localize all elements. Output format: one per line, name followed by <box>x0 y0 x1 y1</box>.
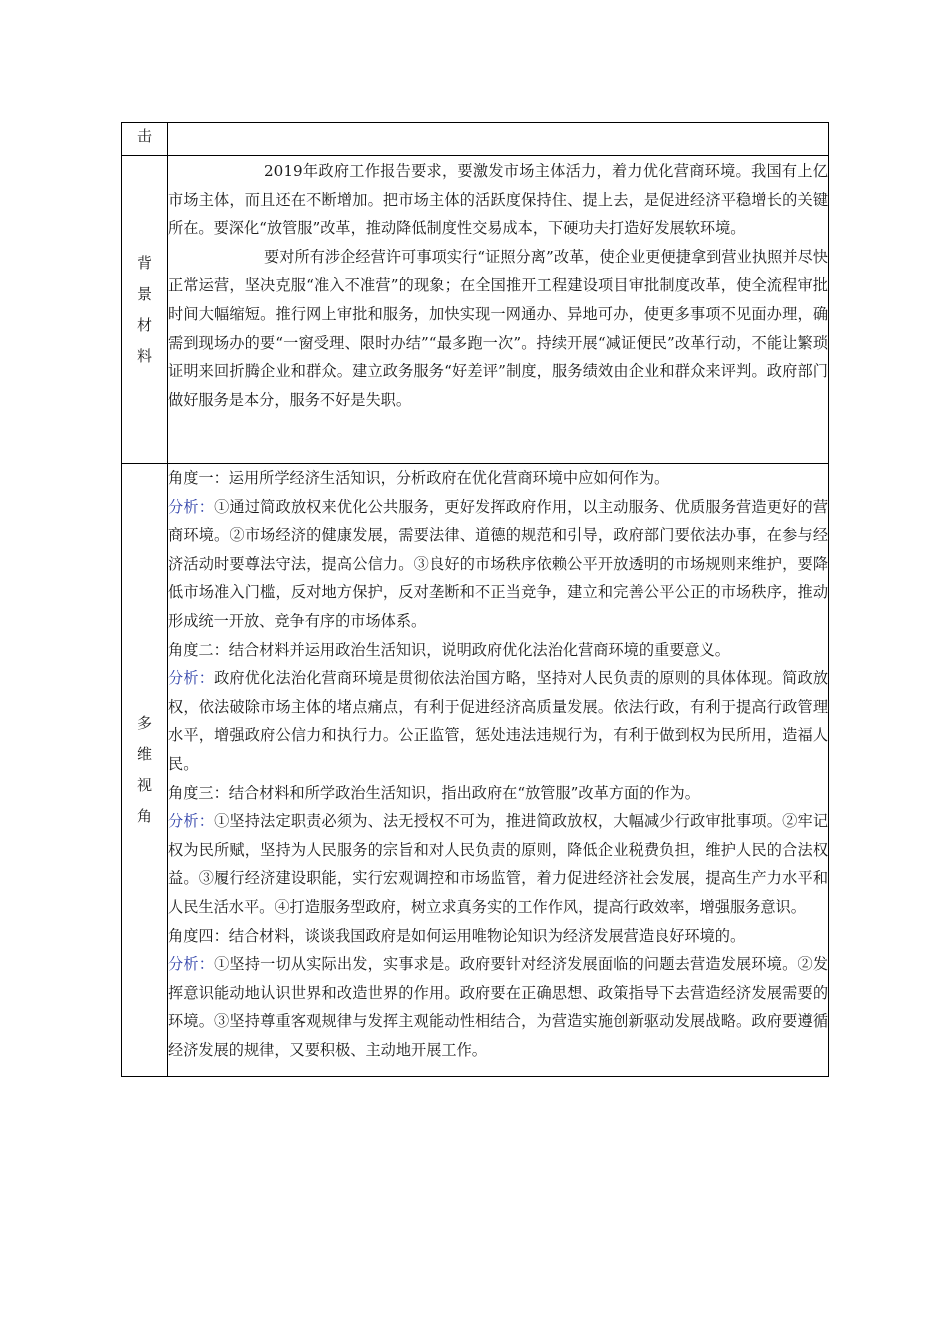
background-label-char: 背 <box>136 253 152 272</box>
continued-label-cell <box>122 123 168 156</box>
perspective-analysis <box>168 950 828 1064</box>
perspectives-label-char: 维 <box>136 745 152 763</box>
material-table <box>121 122 829 1077</box>
background-label-char: 景 <box>136 284 152 303</box>
analysis-text: ①坚持一切从实际出发，实事求是。政府要针对经济发展面临的问题去营造发展环境。②发挥意识能动地认识世界和改造世界的作用。政府要在正确思想、政策指导下去营造经济发展需要的环境。③坚持尊重客观规律与发挥主观能动性相结合，为营造实施创新驱动发展战略。政府要遵循经济发展的规律，又要积极、主动地开展工作。 <box>168 955 829 1059</box>
background-label-char: 料 <box>136 346 152 365</box>
perspectives-label-char: 多 <box>136 714 152 732</box>
analysis-text: ①通过简政放权来优化公共服务，更好发挥政府作用，以主动服务、优质服务营造更好的营商环境。②市场经济的健康发展，需要法律、道德的规范和引导，政府部门要依法办事，在参与经济活动时要尊法守法，提高公信力。③良好的市场秩序依赖公平开放透明的市场规则来维护，要降低市场准入门槛，反对地方保护，反对垄断和不正当竞争，建立和完善公平公正的市场秩序，推动形成统一开放、竞争有序的市场体系。 <box>168 497 829 630</box>
perspective-question: 角度二：结合材料并运用政治生活知识，说明政府优化法治化营商环境的重要意义。 <box>168 640 730 659</box>
analysis-label: 分析： <box>168 669 215 688</box>
background-label-char: 材 <box>136 315 152 334</box>
analysis-label: 分析： <box>168 812 215 831</box>
background-label-cell <box>122 156 168 464</box>
perspectives-label-char: 视 <box>136 776 152 794</box>
analysis-text: ①坚持法定职责必须为、法无授权不可为，推进简政放权，大幅减少行政审批事项。②牢记权为民所赋，坚持为人民服务的宗旨和对人民负责的原则，降低企业税费负担，维护人民的合法权益。③履行经济建设职能，实行宏观调控和市场监管，着力促进经济社会发展，提高生产力水平和人民生活水平。④打造服务型政府，树立求真务实的工作作风，提高行政效率，增强服务意识。 <box>168 812 829 916</box>
perspective-analysis <box>168 807 828 921</box>
background-content-cell <box>168 156 829 464</box>
perspective-question: 角度四：结合材料，谈谈我国政府是如何运用唯物论知识为经济发展营造良好环境的。 <box>168 926 746 945</box>
analysis-text: 政府优化法治化营商环境是贯彻依法治国方略，坚持对人民负责的原则的具体体现。简政放权，依法破除市场主体的堵点痛点，有利于促进经济高质量发展。依法行政，有利于提高行政管理水平，增强政府公信力和执行力。公正监管，惩处违法违规行为，有利于做到权为民所用，造福人民。 <box>168 669 829 773</box>
table-row-perspectives <box>122 464 829 1077</box>
analysis-label: 分析： <box>168 497 215 516</box>
table-row-background <box>122 156 829 464</box>
table-row-continued <box>122 123 829 156</box>
perspective-question: 角度一：运用所学经济生活知识，分析政府在优化营商环境中应如何作为。 <box>168 469 670 487</box>
perspectives-label-char: 角 <box>136 807 152 825</box>
perspective-analysis <box>168 493 828 636</box>
perspectives-content-cell <box>168 464 829 1077</box>
continued-content-cell <box>168 123 829 156</box>
continued-label: 击 <box>136 127 152 145</box>
perspective-analysis <box>168 664 828 778</box>
analysis-label: 分析： <box>168 955 215 974</box>
perspectives-label <box>122 464 167 1076</box>
background-label <box>122 156 167 463</box>
perspective-question: 角度三：结合材料和所学政治生活知识，指出政府在“放管服”改革方面的作为。 <box>168 783 700 802</box>
background-paragraph: 要对所有涉企经营许可事项实行“证照分离”改革，使企业更便捷拿到营业执照并尽快正常运营，坚决克服“准入不准营”的现象；在全国推开工程建设项目审批制度改革，使全流程审批时间大幅缩短。推行网上审批和服务，加快实现一网通办、异地可办，使更多事项不见面办理，确需到现场办的要“一窗受理、限时办结”“最多跑一次”。持续开展“减证便民”改革行动，不能让繁琐证明来回折腾企业和群众。建立政务服务“好差评”制度，服务绩效由企业和群众来评判。政府部门做好服务是本分，服务不好是失职。 <box>168 247 828 409</box>
perspectives-label-cell <box>122 464 168 1077</box>
background-paragraph: 2019年政府工作报告要求，要激发市场主体活力，着力优化营商环境。我国有上亿市场主体，而且还在不断增加。把市场主体的活跃度保持住、提上去，是促进经济平稳增长的关键所在。要深化“放管服”改革，推动降低制度性交易成本，下硬功夫打造好发展软环境。 <box>168 162 828 238</box>
